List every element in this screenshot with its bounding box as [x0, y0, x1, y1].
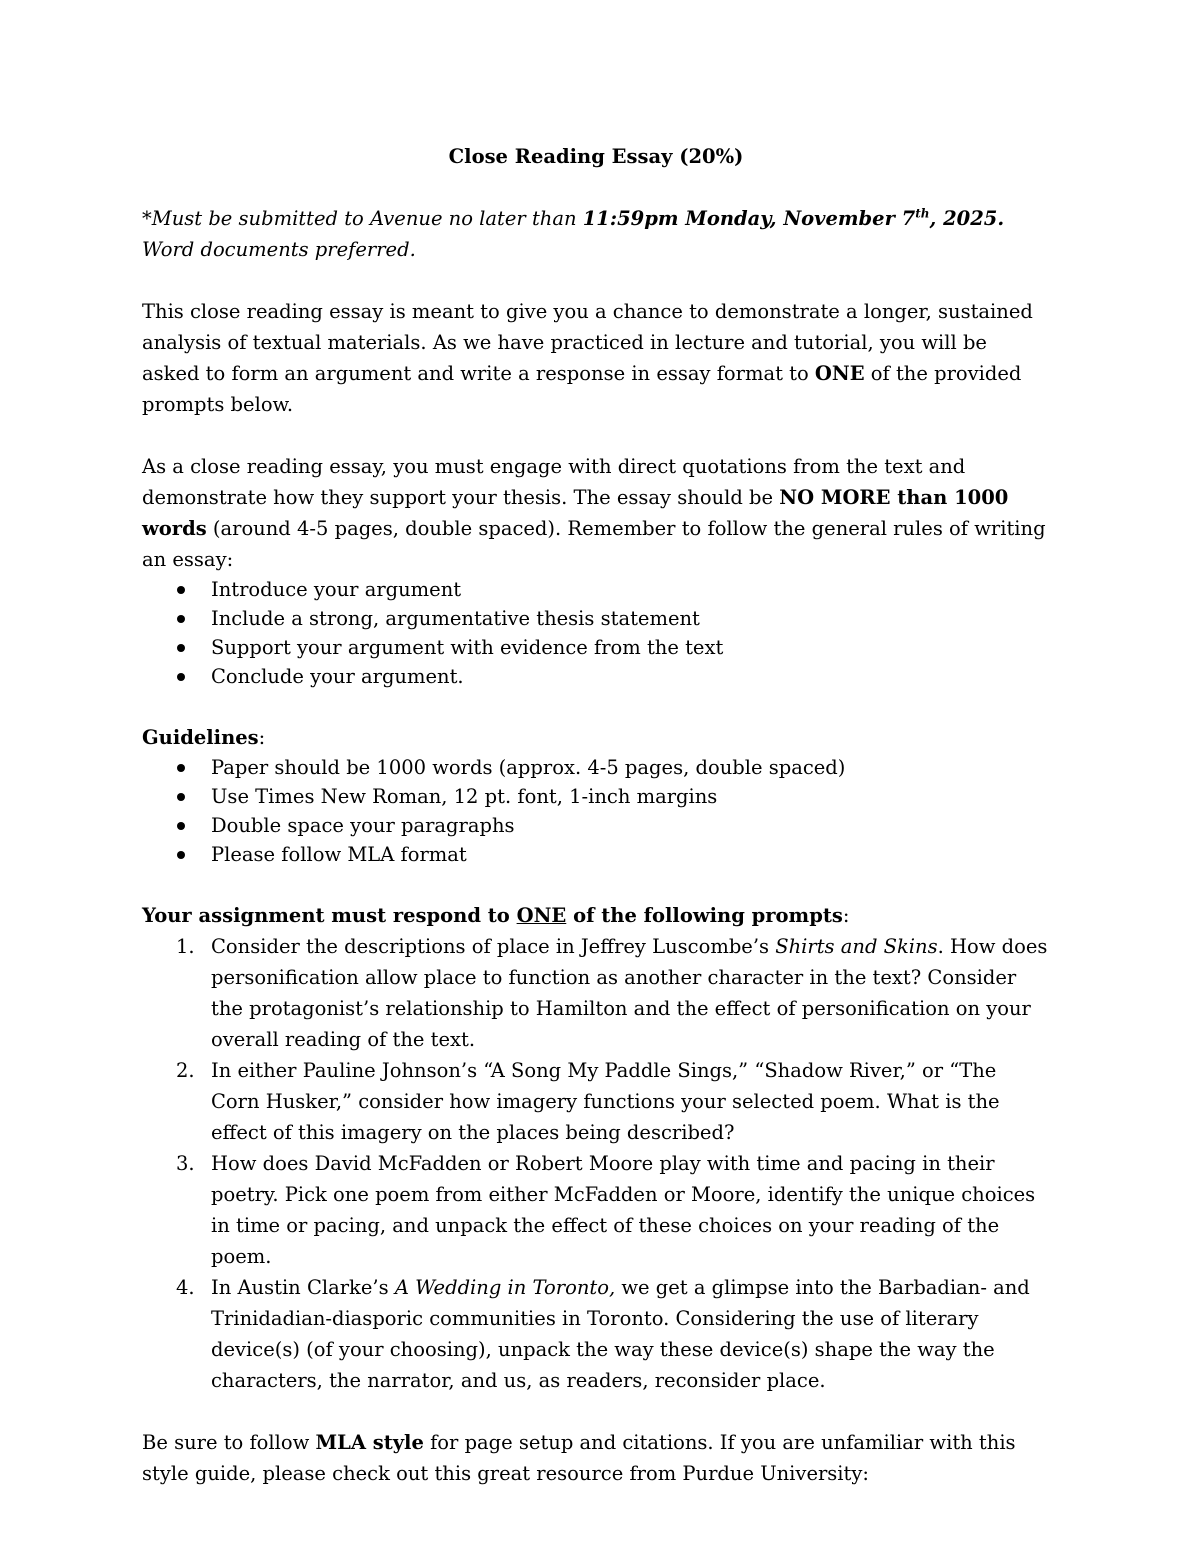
list-item: Include a strong, argumentative thesis statement — [142, 604, 1050, 633]
word-limit: NO MORE than 1000 words — [142, 486, 1009, 540]
prompt-text: How does David McFadden or Robert Moore play with time and pacing in their poetry. Pick one poem from either McFadden or Moore, identify the unique choices in time or pacing, and unpack the effect of these choices on your reading of the poem. — [211, 1152, 1036, 1268]
list-item: Conclude your argument. — [142, 662, 1050, 691]
prompt-text: Consider the descriptions of place in Jeffrey Luscombe’s — [211, 935, 776, 958]
prompt-title: Shirts and Skins — [775, 935, 938, 958]
deadline-time: 11:59pm Monday, November 7 — [582, 207, 916, 230]
prompts-heading-text: Your assignment must respond to — [142, 904, 517, 927]
prompt-number: 2. — [176, 1059, 195, 1082]
list-item: Use Times New Roman, 12 pt. font, 1-inch margins — [142, 782, 1050, 811]
guidelines-section — [142, 722, 1050, 869]
mla-emphasis: MLA style — [315, 1431, 424, 1454]
guidelines-heading — [142, 722, 1050, 753]
list-item: Introduce your argument — [142, 575, 1050, 604]
prompt-text: In Austin Clarke’s — [211, 1276, 395, 1299]
intro-emphasis: ONE — [814, 362, 865, 385]
heading-colon: : — [842, 904, 850, 927]
prompts-heading — [142, 900, 1050, 931]
prompt-number: 1. — [176, 935, 195, 958]
deadline-line — [142, 203, 1050, 234]
prompt-item-2 — [142, 1055, 1050, 1148]
prompts-heading-text-end: of the following prompts — [566, 904, 843, 927]
deadline-ordinal: th — [915, 206, 930, 221]
list-item: Support your argument with evidence from the text — [142, 633, 1050, 662]
prompts-list — [142, 931, 1050, 1396]
prompts-heading-underline: ONE — [516, 904, 567, 927]
prompt-item-3 — [142, 1148, 1050, 1272]
requirements-section — [142, 451, 1050, 691]
requirements-text: As a close reading essay, you must engage with direct quotations from the text and demonstrate how they support your thesis. The essay should be — [142, 455, 966, 509]
guidelines-heading-text: Guidelines — [142, 726, 259, 749]
deadline-year: , 2025. — [929, 207, 1005, 230]
prompt-item-4 — [142, 1272, 1050, 1396]
prompts-section — [142, 900, 1050, 1396]
deadline-prefix: *Must be submitted to Avenue no later than — [142, 207, 583, 230]
requirements-paragraph — [142, 451, 1050, 575]
format-note: Word documents preferred. — [142, 238, 416, 261]
prompt-number: 3. — [176, 1152, 195, 1175]
list-item: Paper should be 1000 words (approx. 4-5 pages, double spaced) — [142, 753, 1050, 782]
essay-rules-list — [142, 575, 1050, 691]
heading-colon: : — [258, 726, 266, 749]
prompt-number: 4. — [176, 1276, 195, 1299]
page-title: Close Reading Essay (20%) — [448, 145, 744, 168]
prompt-text-end: . How does personification allow place to function as another character in the text? Consider the protagonist’s relationship to Hamilton and the effect of personification on your overall reading of the text. — [211, 935, 1048, 1051]
mla-paragraph — [142, 1427, 1050, 1489]
prompt-text-end: we get a glimpse into the Barbadian- and Trinidadian-diasporic communities in Toronto. Considering the use of literary device(s) (of your choosing), unpack the way these device(s) shape the way the characters, the narrator, and us, as readers, reconsider place. — [211, 1276, 1030, 1392]
mla-text: Be sure to follow — [142, 1431, 316, 1454]
mla-text-end: for page setup and citations. If you are unfamiliar with this style guide, please check out this great resource from Purdue University: — [142, 1431, 1016, 1485]
guidelines-list — [142, 753, 1050, 869]
list-item: Double space your paragraphs — [142, 811, 1050, 840]
deadline-notice — [142, 203, 1050, 265]
prompt-title: A Wedding in Toronto, — [394, 1276, 616, 1299]
intro-text-end: of the provided prompts below. — [142, 362, 1022, 416]
prompt-item-1 — [142, 931, 1050, 1055]
list-item: Please follow MLA format — [142, 840, 1050, 869]
intro-text: This close reading essay is meant to give you a chance to demonstrate a longer, sustained analysis of textual materials. As we have practiced in lecture and tutorial, you will be asked to form an argument and write a response in essay format to — [142, 300, 1033, 385]
prompt-text: In either Pauline Johnson’s “A Song My Paddle Sings,” “Shadow River,” or “The Corn Husker,” consider how imagery functions your selected poem. What is the effect of this imagery on the places being described? — [211, 1059, 1000, 1144]
intro-paragraph — [142, 296, 1050, 420]
requirements-text-end: (around 4-5 pages, double spaced). Remember to follow the general rules of writing an essay: — [142, 517, 1046, 571]
